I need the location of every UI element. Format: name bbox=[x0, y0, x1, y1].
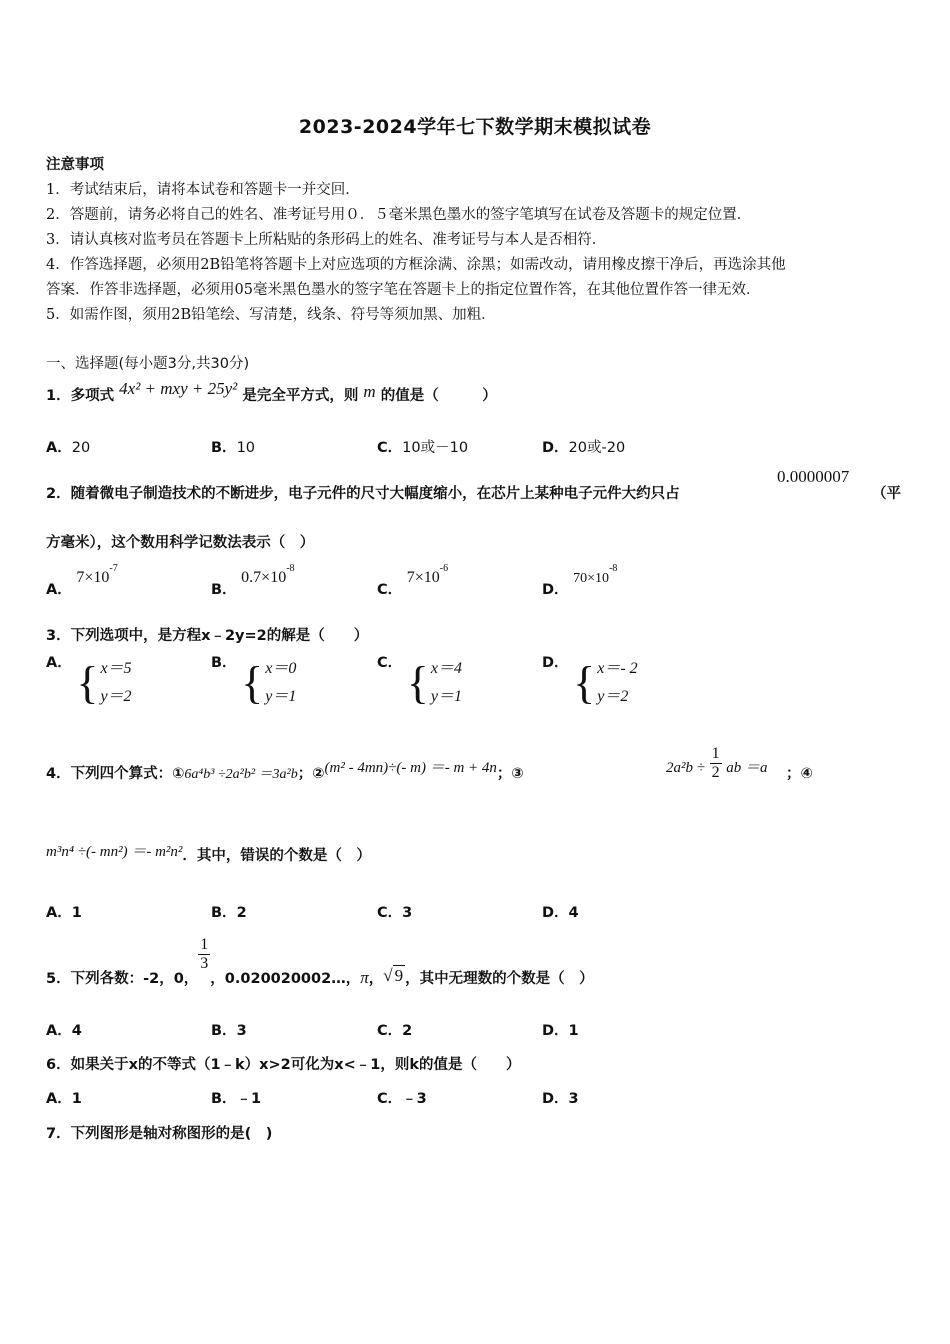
q2-number: 0.0000007 bbox=[777, 467, 850, 486]
question-4: 4．下列四个算式：①6a⁴b³ ÷2a²b² ＝3a²b；②(m² - 4mn)÷(- m) ＝- m + 4n；③ bbox=[46, 760, 524, 782]
question-6: 6．如果关于x的不等式（1﹣k）x>2可化为x<﹣1，则k的值是（ ） bbox=[46, 1057, 521, 1073]
q1-variable: m bbox=[363, 382, 376, 401]
q1-expression: 4x² + mxy + 25y² bbox=[119, 379, 238, 398]
q2-option-d[interactable]: D． $70\times 10^{-8}$ bbox=[542, 563, 618, 598]
question-5: 5．下列各数：-2，0， $\frac{1}{3}$ ，0.020020002…，π，√ 9 ，其中无理数的个数是（ ） bbox=[46, 936, 594, 987]
page-title: 2023-2024学年七下数学期末模拟试卷 bbox=[298, 116, 652, 138]
q2-line1: 2．随着微电子制造技术的不断进步，电子元件的尺寸大幅度缩小，在芯片上某种电子元件大约只占 bbox=[46, 486, 680, 502]
q6-option-b[interactable]: B．﹣1 bbox=[211, 1091, 262, 1107]
q3-option-a[interactable]: A． { x＝5 y＝2 bbox=[46, 655, 132, 708]
question-7: 7．下列图形是轴对称图形的是( ) bbox=[46, 1126, 273, 1142]
q1-prefix: 1．多项式 bbox=[46, 388, 115, 404]
q4-option-c[interactable]: C．3 bbox=[377, 905, 413, 921]
brace-symbol: { bbox=[406, 657, 429, 708]
q1-mid: 是完全平方式，则 bbox=[242, 388, 359, 404]
notice-heading: 注意事项 bbox=[46, 157, 104, 173]
notice-item: 答案．作答非选择题，必须用05毫米黑色墨水的签字笔在答题卡上的指定位置作答，在其他位置作答一律无效． bbox=[46, 282, 761, 298]
brace-symbol: { bbox=[573, 657, 596, 708]
fraction: $\frac{1}{3}$ bbox=[200, 936, 209, 972]
q2-line2: 方毫米），这个数用科学记数法表示（ ） bbox=[46, 535, 315, 551]
q2-option-c[interactable]: C． $7\times 10^{-6}$ bbox=[377, 563, 449, 598]
q2-unit-open: （平 bbox=[872, 486, 901, 502]
q5-option-b[interactable]: B．3 bbox=[211, 1023, 247, 1039]
q2-option-a[interactable]: A． $7\times 10^{-7}$ bbox=[46, 563, 118, 598]
brace-symbol: { bbox=[76, 657, 99, 708]
q1-option-a[interactable]: A．20 bbox=[46, 440, 91, 456]
q5-option-a[interactable]: A．4 bbox=[46, 1023, 82, 1039]
fraction: $\frac{1}{2}$ bbox=[711, 745, 720, 781]
q1-suffix: 的值是（ ） bbox=[380, 388, 497, 404]
q1-option-c[interactable]: C．10或－10 bbox=[377, 440, 469, 456]
q4-line2 bbox=[46, 844, 371, 865]
q4-expr-2: (m² - 4mn)÷(- m) ＝- m + 4n bbox=[324, 760, 497, 776]
q4-expr-3: 2a²b ÷ $\frac{1}{2}$ ab ＝a bbox=[666, 745, 768, 781]
q4-tail: ．其中，错误的个数是（ ） bbox=[182, 848, 371, 864]
notice-item: 4．作答选择题，必须用2B铅笔将答题卡上对应选项的方框涂满、涂黑；如需改动，请用橡皮擦干净后，再选涂其他 bbox=[46, 257, 786, 273]
notice-item: 2．答题前，请务必将自己的姓名、准考证号用０．５毫米黑色墨水的签字笔填写在试卷及答题卡的规定位置． bbox=[46, 207, 752, 223]
q1-option-b[interactable]: B．10 bbox=[211, 440, 256, 456]
q4-expr-4: m³n⁴ ÷(- mn²) ＝- m²n² bbox=[46, 844, 183, 860]
q3-option-d[interactable]: D． { x＝- 2 y＝2 bbox=[542, 655, 638, 708]
notice-item: 5．如需作图，须用2B铅笔绘、写清楚，线条、符号等须加黑、加粗． bbox=[46, 307, 496, 323]
section-heading: 一、选择题(每小题3分,共30分) bbox=[46, 356, 250, 372]
brace-symbol: { bbox=[241, 657, 264, 708]
notice-item: 3．请认真核对监考员在答题卡上所粘贴的条形码上的姓名、准考证号与本人是否相符． bbox=[46, 232, 607, 248]
q5-option-d[interactable]: D．1 bbox=[542, 1023, 579, 1039]
q4-option-b[interactable]: B．2 bbox=[211, 905, 247, 921]
q1-option-d[interactable]: D．20或-20 bbox=[542, 440, 626, 456]
q4-option-a[interactable]: A．1 bbox=[46, 905, 82, 921]
question-3: 3．下列选项中，是方程x﹣2y=2的解是（ ） bbox=[46, 628, 369, 644]
q4-option-d[interactable]: D．4 bbox=[542, 905, 579, 921]
sqrt-expression: √ 9 bbox=[383, 965, 404, 985]
q5-prefix: 5．下列各数：-2，0， bbox=[46, 970, 199, 987]
q4-expr-1: 6a⁴b³ ÷2a²b² ＝3a²b bbox=[184, 767, 298, 782]
q6-option-d[interactable]: D．3 bbox=[542, 1091, 579, 1107]
q3-option-c[interactable]: C． { x＝4 y＝1 bbox=[377, 655, 462, 708]
q6-option-c[interactable]: C．﹣3 bbox=[377, 1091, 427, 1107]
q4-sep-3: ；④ bbox=[786, 766, 813, 782]
q4-prefix: 4．下列四个算式：① bbox=[46, 766, 185, 782]
pi-symbol: π bbox=[360, 967, 369, 987]
question-1 bbox=[46, 379, 497, 405]
q5-option-c[interactable]: C．2 bbox=[377, 1023, 413, 1039]
question-2 bbox=[46, 482, 680, 503]
q3-option-b[interactable]: B． { x＝0 y＝1 bbox=[211, 655, 297, 708]
notice-item: 1．考试结束后，请将本试卷和答题卡一并交回． bbox=[46, 182, 360, 198]
q6-option-a[interactable]: A．1 bbox=[46, 1091, 82, 1107]
q2-option-b[interactable]: B． $0.7\times 10^{-8}$ bbox=[211, 563, 295, 598]
